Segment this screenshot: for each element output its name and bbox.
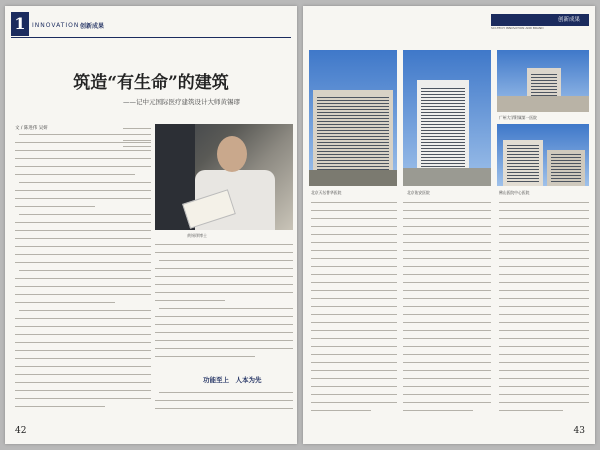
left-page	[5, 6, 297, 444]
hospital-photo-4	[497, 124, 589, 186]
hospital-photo-2	[403, 50, 491, 186]
page-number-left: 42	[15, 426, 27, 436]
photo-3-caption: 广州大学附属第一医院	[499, 115, 537, 120]
portrait-photo	[155, 124, 293, 230]
section-number: 1	[11, 12, 29, 36]
photo-4-caption: 佛山医院中心医院	[499, 190, 530, 195]
article-title: 筑造“有生命”的建筑	[73, 73, 229, 93]
section-english-title: INNOVATION	[32, 22, 80, 29]
hospital-photo-1	[309, 50, 397, 186]
photo-1-caption: 北京天坛普华医院	[311, 190, 342, 195]
section-heading: 功能至上 人本为先	[203, 376, 262, 384]
article-subtitle: ——记中元国际医疗建筑设计大师黄锡璆	[123, 98, 240, 106]
header-english: SCI-TECH INNOVATION AND BRAND	[491, 26, 544, 30]
hospital-photo-3	[497, 50, 589, 112]
header-rule	[11, 37, 291, 38]
page-number-right: 43	[573, 426, 585, 436]
right-page	[303, 6, 595, 444]
photo-2-caption: 北京佑安医院	[407, 190, 430, 195]
header-label: 创新成果	[558, 17, 581, 23]
article-author: 文 / 陈进伟 吴妍	[15, 126, 48, 131]
section-chinese-title: 创新成果	[80, 23, 105, 30]
photo-caption: 黄锡璆博士	[187, 233, 207, 238]
